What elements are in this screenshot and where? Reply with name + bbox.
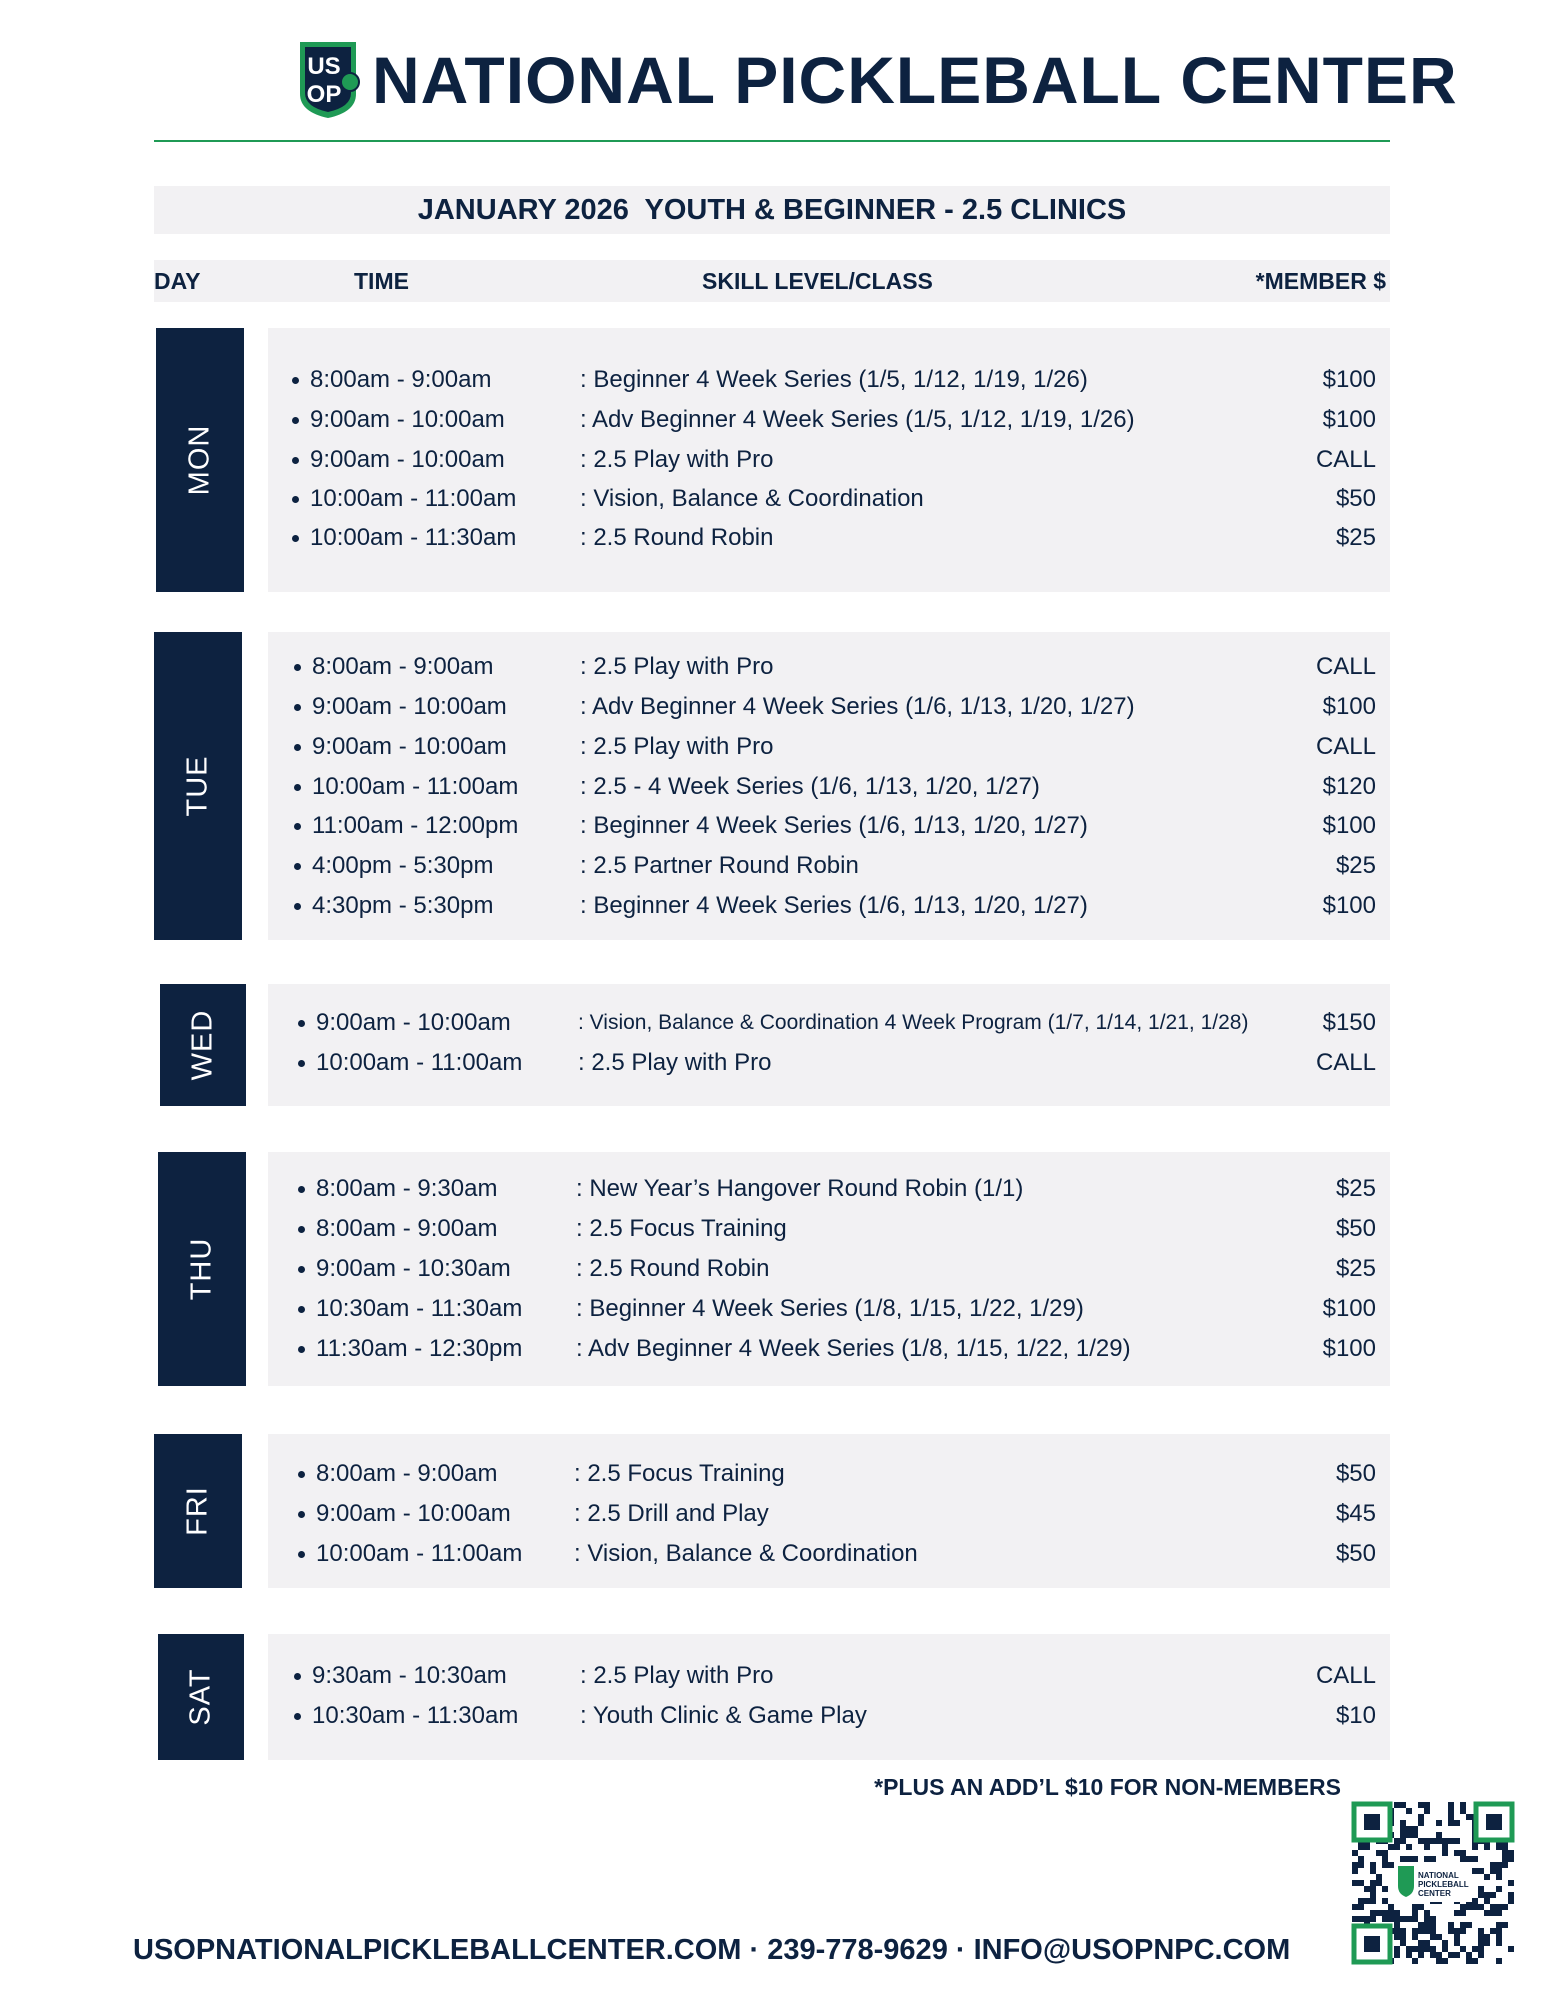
session-row [268,1209,1390,1249]
session-row [268,1534,1390,1574]
session-price: $25 [1335,1255,1376,1282]
session-row [268,1454,1390,1494]
session-price: $100 [1322,406,1376,433]
session-time: 8:00am - 9:00am [310,366,492,393]
session-price: $120 [1322,773,1376,800]
bullet-icon [298,1346,305,1353]
brand-name: NATIONAL PICKLEBALL CENTER [372,43,1458,117]
session-class: : New Year’s Hangover Round Robin (1/1) [576,1175,1024,1202]
session-price: CALL [1315,1049,1376,1076]
contact-line: USOPNATIONALPICKLEBALLCENTER.COM · 239-778-9629 · INFO@USOPNPC.COM [133,1934,1291,1966]
bullet-icon [294,903,301,910]
session-row [268,1169,1390,1209]
bullet-icon [298,1266,305,1273]
session-class: : Youth Clinic & Game Play [580,1702,867,1729]
session-class: : 2.5 Round Robin [580,524,774,551]
session-price: $50 [1335,485,1376,512]
non-member-note: *PLUS AN ADD’L $10 FOR NON-MEMBERS [874,1774,1341,1800]
session-price: $10 [1335,1702,1376,1729]
session-row [268,846,1390,886]
session-row [268,886,1390,926]
session-row [268,1656,1390,1696]
session-price: CALL [1315,733,1376,760]
session-time: 11:30am - 12:30pm [316,1335,523,1362]
session-row [268,806,1390,846]
bullet-icon [292,535,299,542]
col-day-header: DAY [154,268,201,294]
session-time: 10:00am - 11:00am [316,1540,523,1567]
day-panel-mon [268,328,1390,592]
session-class: : 2.5 Play with Pro [580,1662,774,1689]
session-time: 10:00am - 11:30am [310,524,517,551]
session-price: $100 [1322,693,1376,720]
session-class: : Vision, Balance & Coordination [574,1540,918,1567]
col-price-header: *MEMBER $ [1255,268,1386,294]
bullet-icon [298,1511,305,1518]
session-row [268,1043,1390,1083]
day-tab-thu [158,1152,246,1386]
day-label: MON [183,424,216,496]
col-time-header: TIME [354,268,409,294]
session-time: 9:30am - 10:30am [312,1662,507,1689]
session-row [268,1249,1390,1289]
bullet-icon [298,1226,305,1233]
session-price: $100 [1322,892,1376,919]
session-class: : Beginner 4 Week Series (1/6, 1/13, 1/20, 1/27) [580,892,1088,919]
session-class: : 2.5 Play with Pro [578,1049,772,1076]
session-price: $50 [1335,1540,1376,1567]
bullet-icon [292,496,299,503]
day-tab-fri [154,1434,242,1588]
day-label: THU [185,1237,218,1301]
session-price: CALL [1315,653,1376,680]
session-row [268,647,1390,687]
session-class: : Vision, Balance & Coordination [580,485,924,512]
day-tab-mon [156,328,244,592]
session-row [268,479,1390,519]
day-panel-wed [268,984,1390,1106]
session-row [268,440,1390,480]
day-label: SAT [184,1668,217,1726]
session-time: 9:00am - 10:00am [316,1500,511,1527]
session-time: 9:00am - 10:00am [316,1009,511,1036]
bullet-icon [298,1060,305,1067]
session-price: $150 [1322,1009,1376,1036]
session-time: 10:00am - 11:00am [316,1049,523,1076]
session-row [268,1696,1390,1736]
schedule-title: JANUARY 2026 YOUTH & BEGINNER - 2.5 CLINICS [417,194,1127,226]
session-class: : 2.5 Focus Training [574,1460,785,1487]
bullet-icon [294,1673,301,1680]
session-price: $100 [1322,366,1376,393]
session-price: $25 [1335,524,1376,551]
session-price: $25 [1335,852,1376,879]
session-time: 10:00am - 11:00am [310,485,517,512]
session-class: : 2.5 Drill and Play [574,1500,769,1527]
day-tab-sat [158,1634,244,1760]
session-class: : Beginner 4 Week Series (1/8, 1/15, 1/22, 1/29) [576,1295,1084,1322]
session-time: 4:30pm - 5:30pm [312,892,494,919]
session-row [268,687,1390,727]
session-row [268,360,1390,400]
bullet-icon [292,377,299,384]
day-panel-thu [268,1152,1390,1386]
session-time: 9:00am - 10:00am [310,406,505,433]
session-time: 10:30am - 11:30am [316,1295,523,1322]
header-divider [154,140,1390,142]
qr-code [1350,1800,1516,1966]
usop-logo [296,38,360,120]
bullet-icon [294,664,301,671]
session-class: : 2.5 Play with Pro [580,653,774,680]
session-class: : 2.5 Partner Round Robin [580,852,859,879]
bullet-icon [298,1551,305,1558]
session-price: $45 [1335,1500,1376,1527]
session-time: 9:00am - 10:00am [312,733,507,760]
day-panel-fri [268,1434,1390,1588]
session-time: 9:00am - 10:30am [316,1255,511,1282]
day-label: TUE [181,755,214,817]
day-panel-tue [268,632,1390,940]
bullet-icon [292,457,299,464]
session-class: : Adv Beginner 4 Week Series (1/6, 1/13, 1/20, 1/27) [580,693,1135,720]
session-class: : Adv Beginner 4 Week Series (1/8, 1/15, 1/22, 1/29) [576,1335,1131,1362]
session-price: $50 [1335,1460,1376,1487]
session-price: $50 [1335,1215,1376,1242]
col-class-header: SKILL LEVEL/CLASS [702,268,933,294]
bullet-icon [294,1713,301,1720]
bullet-icon [292,417,299,424]
session-class: : Vision, Balance & Coordination 4 Week Program (1/7, 1/14, 1/21, 1/28) [578,1011,1249,1034]
session-time: 4:00pm - 5:30pm [312,852,494,879]
session-class: : 2.5 Round Robin [576,1255,770,1282]
session-row [268,518,1390,558]
bullet-icon [294,863,301,870]
day-tab-tue [154,632,242,940]
session-class: : 2.5 Play with Pro [580,446,774,473]
session-price: $25 [1335,1175,1376,1202]
bullet-icon [294,704,301,711]
svg-text:NATIONALPICKLEBALLCENTER: NATIONAL PICKLEBALL CENTER [1418,1871,1469,1898]
session-price: $100 [1322,1295,1376,1322]
day-label: WED [186,1009,219,1081]
session-time: 8:00am - 9:00am [316,1460,498,1487]
bullet-icon [298,1186,305,1193]
session-price: $100 [1322,1335,1376,1362]
session-time: 8:00am - 9:00am [316,1215,498,1242]
title-bar [154,186,1390,234]
session-time: 8:00am - 9:30am [316,1175,498,1202]
bullet-icon [294,744,301,751]
session-time: 9:00am - 10:00am [312,693,507,720]
session-row [268,400,1390,440]
session-time: 11:00am - 12:00pm [312,812,519,839]
bullet-icon [294,784,301,791]
session-class: : Adv Beginner 4 Week Series (1/5, 1/12, 1/19, 1/26) [580,406,1135,433]
session-row [268,1289,1390,1329]
day-panel-sat [268,1634,1390,1760]
session-row [268,1003,1390,1043]
session-row [268,727,1390,767]
session-row [268,767,1390,807]
bullet-icon [298,1471,305,1478]
session-time: 8:00am - 9:00am [312,653,494,680]
session-class: : 2.5 - 4 Week Series (1/6, 1/13, 1/20, 1/27) [580,773,1040,800]
session-price: CALL [1315,1662,1376,1689]
session-time: 10:30am - 11:30am [312,1702,519,1729]
day-tab-wed [160,984,246,1106]
bullet-icon [298,1020,305,1027]
session-class: : 2.5 Play with Pro [580,733,774,760]
day-label: FRI [181,1486,214,1536]
logo-us-text: US [307,53,341,80]
session-class: : Beginner 4 Week Series (1/5, 1/12, 1/19, 1/26) [580,366,1088,393]
session-class: : Beginner 4 Week Series (1/6, 1/13, 1/20, 1/27) [580,812,1088,839]
session-price: CALL [1315,446,1376,473]
logo-op-text: OP [306,81,342,108]
session-class: : 2.5 Focus Training [576,1215,787,1242]
bullet-icon [298,1306,305,1313]
session-time: 10:00am - 11:00am [312,773,519,800]
session-time: 9:00am - 10:00am [310,446,505,473]
bullet-icon [294,823,301,830]
column-header-row [154,260,1390,302]
session-row [268,1329,1390,1369]
session-price: $100 [1322,812,1376,839]
session-row [268,1494,1390,1534]
